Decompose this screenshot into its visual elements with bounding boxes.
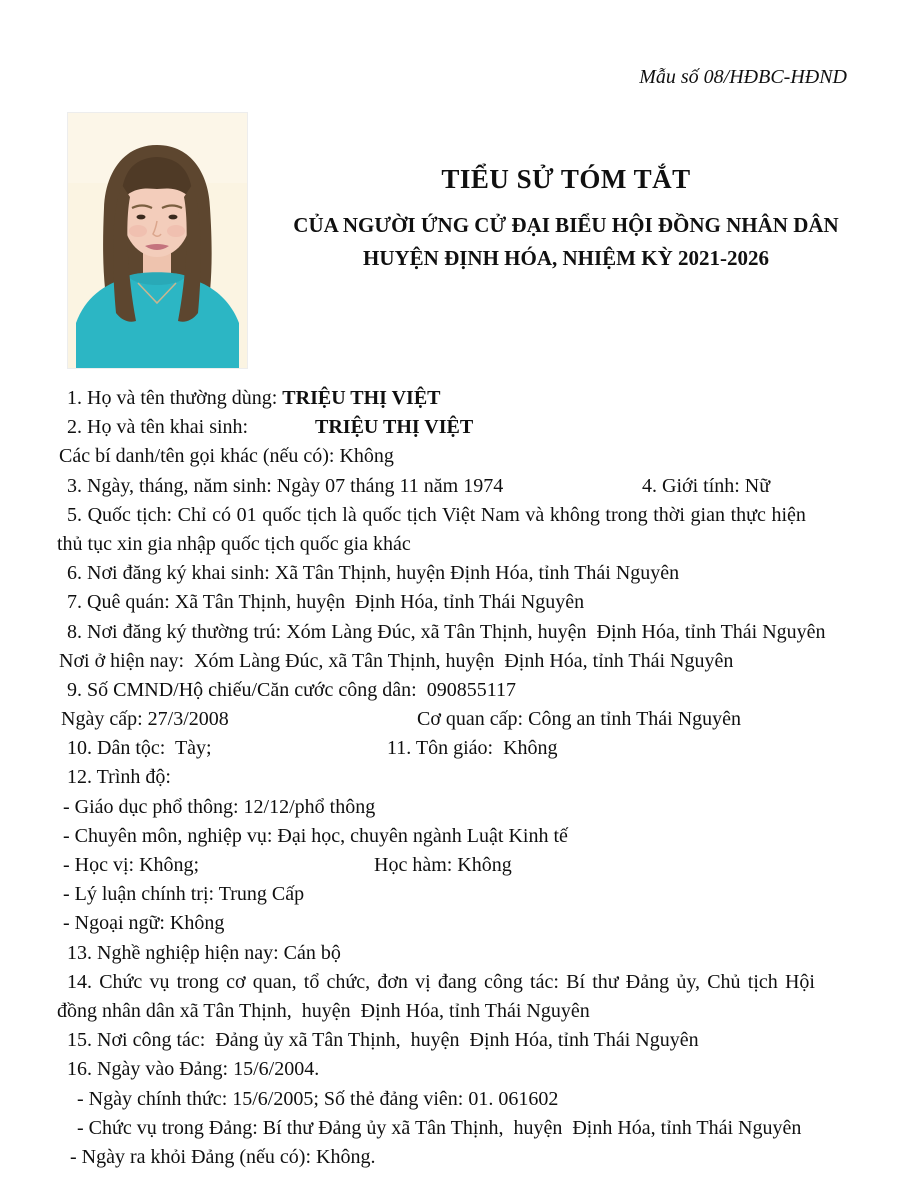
line-birthdate: 3. Ngày, tháng, năm sinh: Ngày 07 tháng 11 năm 1974 4. Giới tính: Nữ	[57, 472, 911, 501]
line-position-cont: đồng nhân dân xã Tân Thịnh, huyện Định Hóa, tỉnh Thái Nguyên	[57, 999, 590, 1022]
line-ethnicity: 10. Dân tộc: Tày; 11. Tôn giáo: Không	[57, 734, 911, 763]
document-title-block	[250, 163, 882, 275]
line-party-join-date: 16. Ngày vào Đảng: 15/6/2004.	[67, 1058, 320, 1081]
line-hometown: 7. Quê quán: Xã Tân Thịnh, huyện Định Hóa, tỉnh Thái Nguyên	[67, 591, 585, 614]
birth-name-value: TRIỆU THỊ VIỆT	[315, 416, 474, 439]
line-current-residence: Nơi ở hiện nay: Xóm Làng Đúc, xã Tân Thịnh, huyện Định Hóa, tỉnh Thái Nguyên	[59, 649, 734, 672]
line-nationality-cont: thủ tục xin gia nhập quốc tịch quốc gia khác	[57, 532, 411, 555]
line-professional-education: - Chuyên môn, nghiệp vụ: Đại học, chuyên ngành Luật Kinh tế	[63, 824, 568, 847]
line-common-name: 1. Họ và tên thường dùng: TRIỆU THỊ VIỆT	[67, 387, 441, 409]
portrait-photo	[68, 113, 247, 368]
line-party-leave-date: - Ngày ra khỏi Đảng (nếu có): Không.	[70, 1145, 376, 1168]
line-nationality: 5. Quốc tịch: Chỉ có 01 quốc tịch là quốc tịch Việt Nam và không trong thời gian thực hiện	[67, 503, 806, 526]
line-political-theory: - Lý luận chính trị: Trung Cấp	[63, 883, 305, 906]
line-foreign-language: - Ngoại ngữ: Không	[63, 912, 225, 935]
line-aliases: Các bí danh/tên gọi khác (nếu có): Không	[59, 445, 394, 468]
common-name-value: TRIỆU THỊ VIỆT	[282, 387, 441, 409]
biography-fields	[0, 384, 911, 1172]
line-academic-degree: - Học vị: Không; Học hàm: Không	[57, 851, 911, 880]
line-permanent-residence: 8. Nơi đăng ký thường trú: Xóm Làng Đúc, xã Tân Thịnh, huyện Định Hóa, tỉnh Thái Nguyên	[67, 620, 826, 643]
line-birth-name: 2. Họ và tên khai sinh: TRIỆU THỊ VIỆT	[57, 413, 911, 442]
line-workplace: 15. Nơi công tác: Đảng ủy xã Tân Thịnh, huyện Định Hóa, tỉnh Thái Nguyên	[67, 1029, 699, 1052]
id-issuer-value: Cơ quan cấp: Công an tỉnh Thái Nguyên	[417, 708, 742, 731]
line-id-issue-date: Ngày cấp: 27/3/2008 Cơ quan cấp: Công an tỉnh Thái Nguyên	[57, 705, 911, 734]
line-position: 14. Chức vụ trong cơ quan, tổ chức, đơn vị đang công tác: Bí thư Đảng ủy, Chủ tịch Hội	[67, 970, 815, 993]
line-id-number: 9. Số CMND/Hộ chiếu/Căn cước công dân: 090855117	[67, 678, 516, 701]
document-subtitle-1: CỦA NGƯỜI ỨNG CỬ ĐẠI BIỂU HỘI ĐỒNG NHÂN DÂN	[293, 213, 839, 237]
form-code: Mẫu số 08/HĐBC-HĐND	[639, 66, 847, 88]
line-party-position: - Chức vụ trong Đảng: Bí thư Đảng ủy xã Tân Thịnh, huyện Định Hóa, tỉnh Thái Nguyên	[77, 1116, 802, 1139]
academic-title-value: Học hàm: Không	[374, 854, 512, 876]
document-title: TIỂU SỬ TÓM TẮT	[441, 164, 691, 194]
line-party-official-date: - Ngày chính thức: 15/6/2005; Số thẻ đảng viên: 01. 061602	[77, 1087, 559, 1110]
line-education-header: 12. Trình độ:	[67, 766, 171, 789]
religion-value: 11. Tôn giáo: Không	[387, 737, 558, 760]
document-subtitle-2: HUYỆN ĐỊNH HÓA, NHIỆM KỲ 2021-2026	[362, 246, 769, 270]
line-birth-registration: 6. Nơi đăng ký khai sinh: Xã Tân Thịnh, huyện Định Hóa, tỉnh Thái Nguyên	[67, 562, 680, 585]
gender-value: 4. Giới tính: Nữ	[642, 474, 771, 497]
line-occupation: 13. Nghề nghiệp hiện nay: Cán bộ	[67, 941, 341, 964]
line-general-education: - Giáo dục phổ thông: 12/12/phổ thông	[63, 795, 376, 818]
portrait-photo-drawing	[68, 113, 247, 368]
